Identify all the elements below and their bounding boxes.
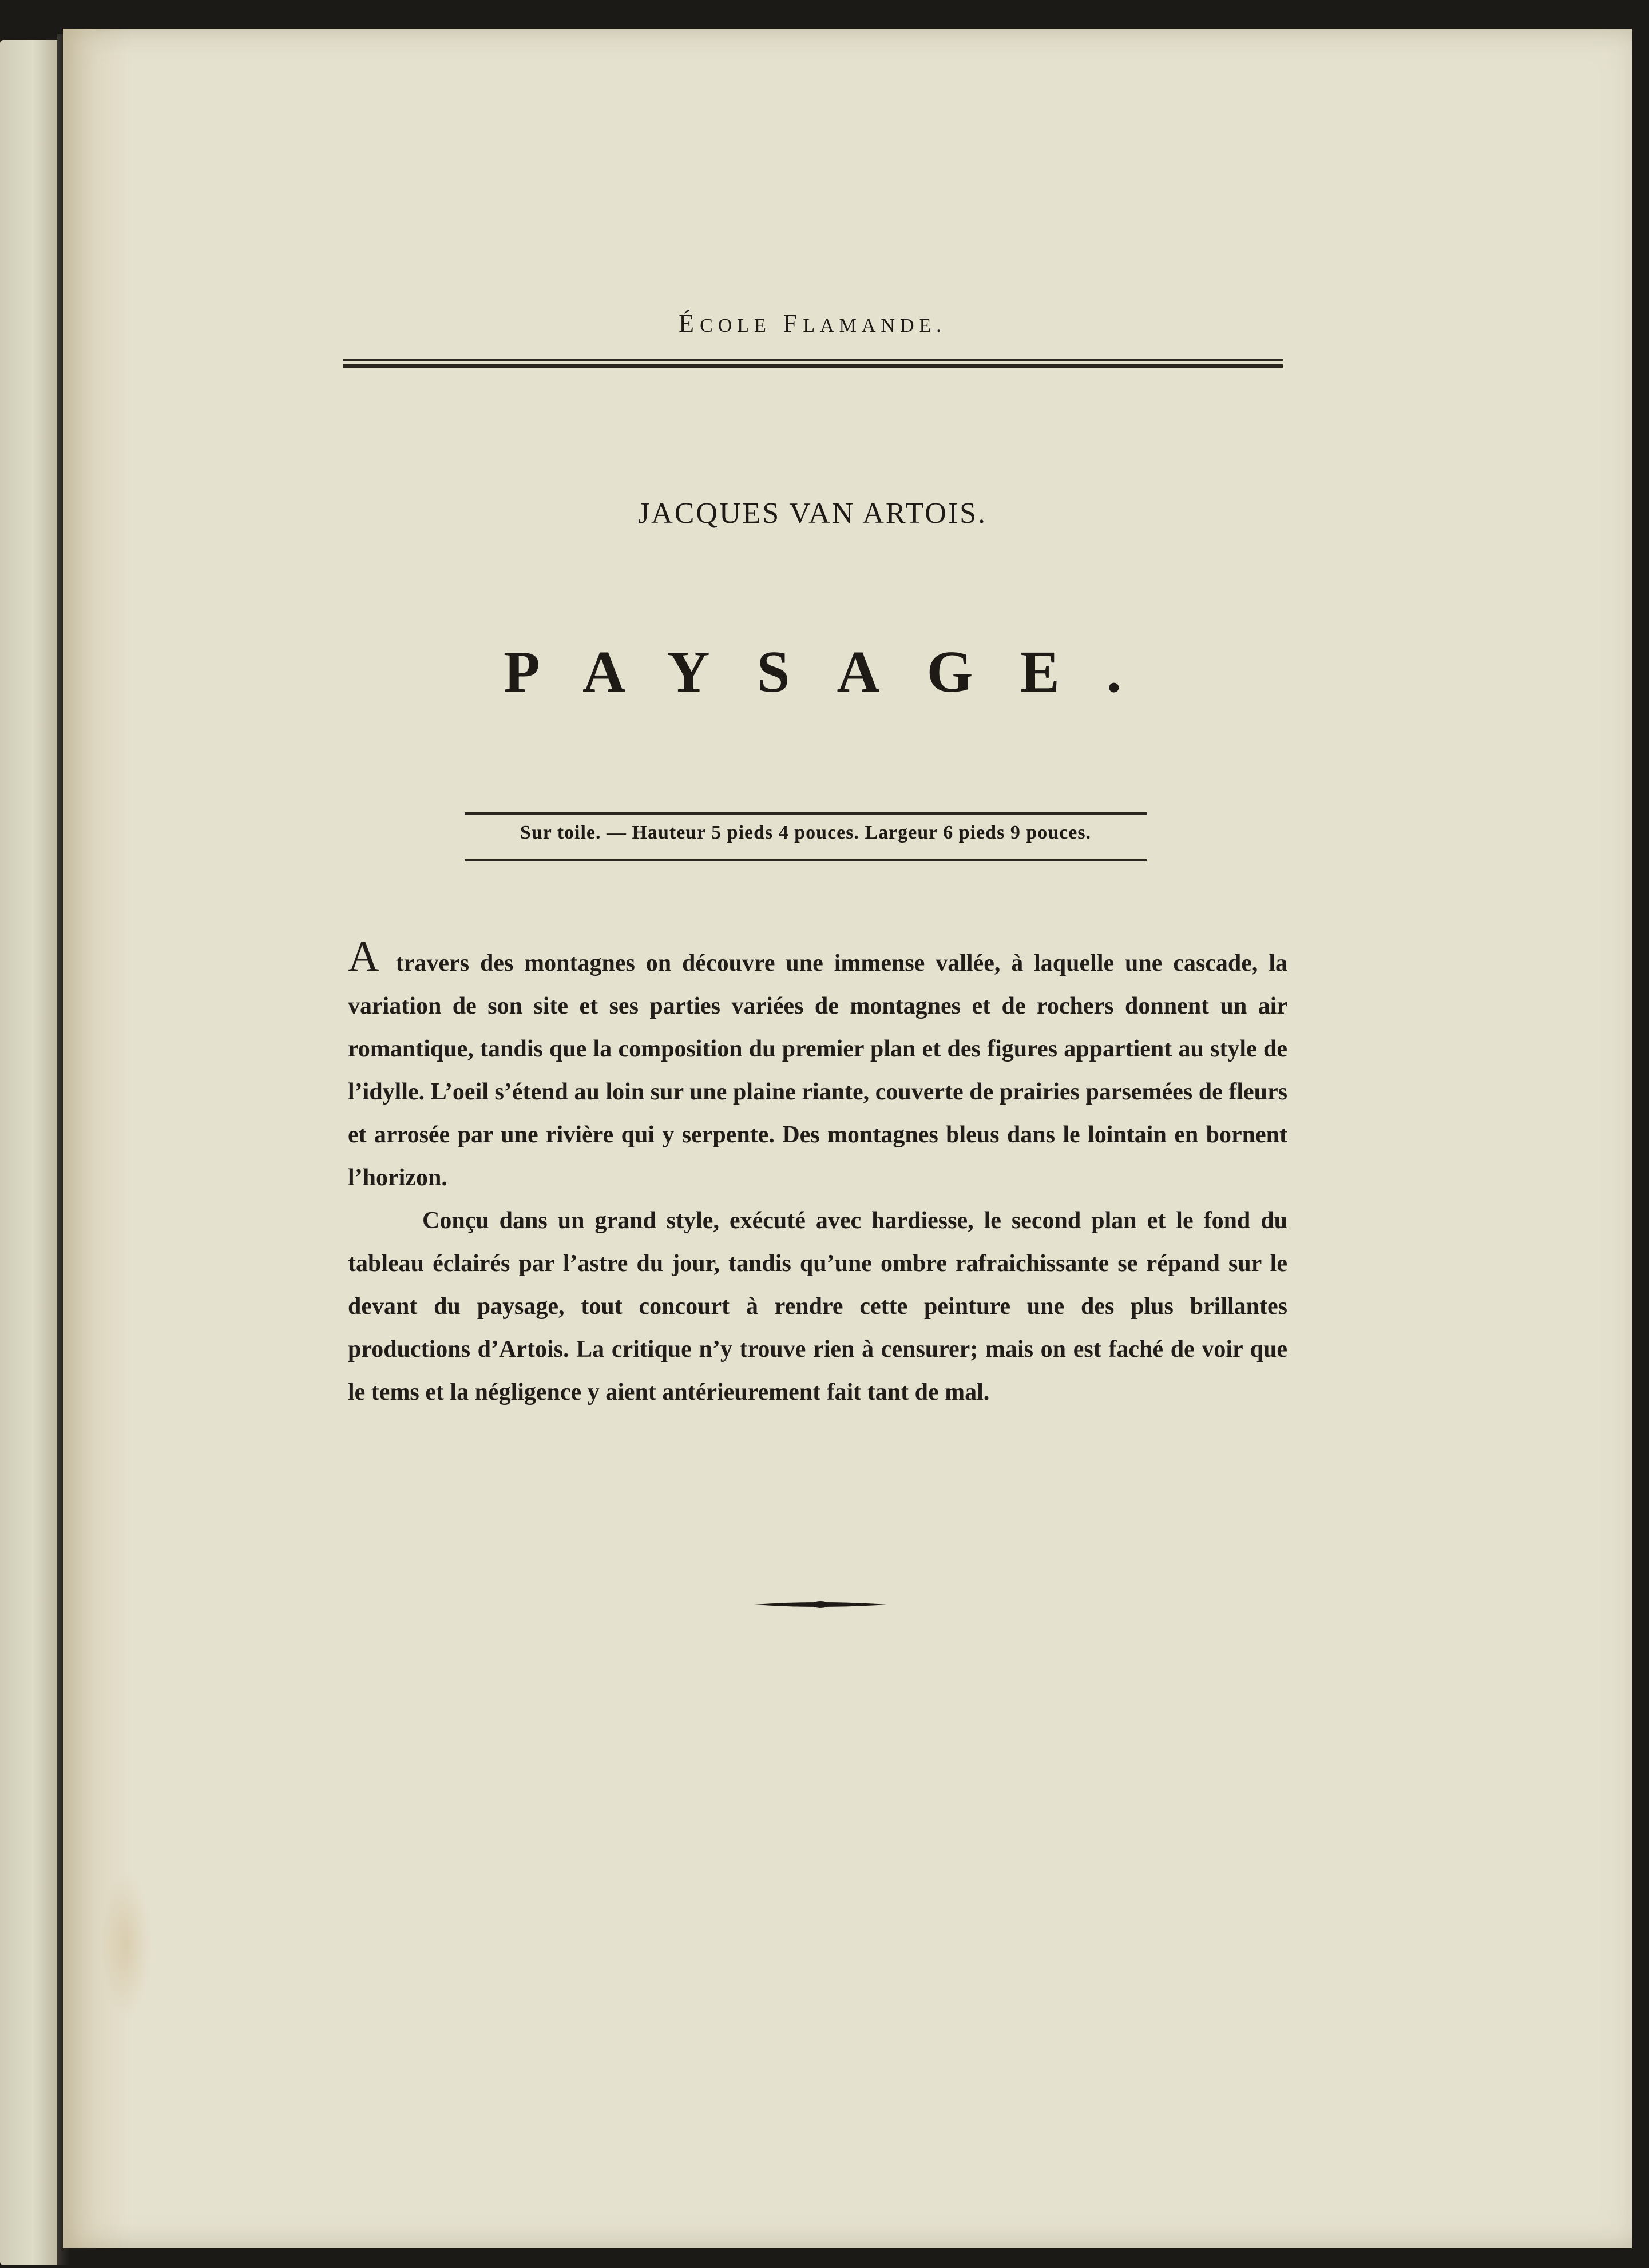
body-text <box>348 932 1287 1414</box>
school-rest-2: LAMANDE. <box>803 315 946 336</box>
left-page-edge <box>0 40 60 2265</box>
paragraph-2: Conçu dans un grand style, exécuté avec hardiesse, le second plan et le fond du tableau éclairés par l’astre du jour, tandis qu’une ombre rafraichissante se répand sur le devant du paysage, tout concourt à rendre cette peinture une des plus brillantes productions d’Artois. La critique n’y trouve rien à censurer; mais on est faché de voir que le tems et la négligence y aient antérieurement fait tant de mal. <box>348 1208 1287 1405</box>
artist-name: JACQUES VAN ARTOIS. <box>637 497 988 530</box>
header-double-rule <box>343 359 1283 368</box>
page-title: PAYSAGE. <box>504 639 1168 705</box>
ornament-divider-icon <box>754 1598 887 1611</box>
school-initial-1: É <box>679 309 700 337</box>
drop-cap: A <box>348 932 379 980</box>
dimensions-rule-bottom <box>465 859 1147 861</box>
dimensions-line: Sur toile. — Hauteur 5 pieds 4 pouces. Largeur 6 pieds 9 pouces. <box>520 822 1092 843</box>
dimensions-rule-top <box>465 812 1147 815</box>
school-rest-1: COLE <box>700 315 771 336</box>
school-heading <box>343 309 1282 338</box>
paper-stain <box>100 1870 152 2019</box>
school-initial-2: F <box>783 309 803 337</box>
paragraph-1-text: travers des montagnes on découvre une immense vallée, à laquelle une cascade, la variation de son site et ses parties variées de montagnes et de rochers donnent un air romantique, tandis que la composition du premier plan et des figures appartient au style de l’idylle. L’oeil s’étend au loin sur une plaine riante, couverte de prairies parsemées de fleurs et arrosée par une rivière qui y serpente. Des montagnes bleus dans le lointain en bornent l’horizon. <box>348 950 1287 1191</box>
paragraph-1 <box>348 932 1287 1199</box>
